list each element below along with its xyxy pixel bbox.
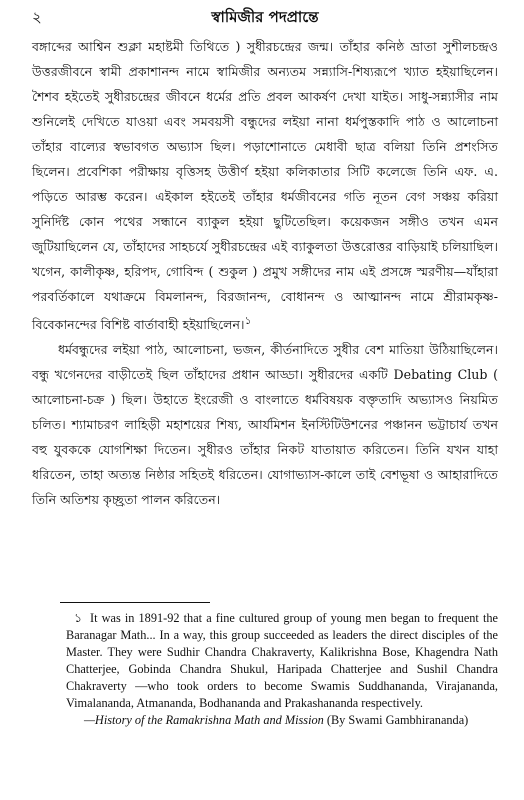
page-header: [32, 6, 498, 30]
footnote: [66, 610, 498, 729]
citation-title: —History of the Ramakrishna Math and Mission: [84, 713, 324, 727]
footnote-citation: [66, 712, 498, 729]
footnote-divider: [60, 602, 210, 603]
footnote-text: It was in 1891-92 that a fine cultured group of young men began to frequent the Baranagar Math... In a way, this group succeeded as leaders the direct disciples of the Master. They were Sudhir Chandra Chakraverty, Kalikrishna Bose, Khagendra Nath Chatterjee, Gobinda Chandra Shukul, Haripada Chatterjee and Sushil Chandra Chakraverty —who took orders to become Swamis Suddhananda, Virajananda, Vimalananda, Atmananda, Bodhananda and Prakashananda respectively.: [66, 611, 498, 710]
page-number: ২: [32, 8, 42, 26]
paragraph-text: ধর্মবন্ধুদের লইয়া পাঠ, আলোচনা, ভজন, কীর্তনাদিতে সুধীর বেশ মাতিয়া উঠিয়াছিলেন। বন্ধু খগেনদের বাড়ীতেই ছিল তাঁহাদের প্রধান আড্ডা। সুধীরদের একটি Debating Club ( আলোচনা-চক্র ) ছিল। উহাতে ইংরেজী ও বাংলাতে ধর্মবিষয়ক বক্তৃতাদি অভ্যাসও নিয়মিত চলিত। শ্যামাচরণ লাহিড়ী মহাশয়ের শিষ্য, আর্যমিশন ইনস্টিটিউশনের পঞ্চানন ভট্টাচার্য তখন বহু যুবককে যোগশিক্ষা দিতেন। সুধীরও তাঁহার নিকট যাতায়াত করিতেন। তিনি যখন যাহা ধরিতেন, তাহা অত্যন্ত নিষ্ঠার সহিতই ধরিতেন। যোগাভ্যাস-কালে তাই বেশভূষা ও আহারাদিতে তিনি অতিশয় কৃচ্ছ্রতা পালন করিতেন।: [32, 342, 498, 508]
body-text: [32, 34, 498, 512]
paragraph-text: বঙ্গাব্দের আশ্বিন শুক্লা মহাষ্টমী তিথিতে ) সুধীরচন্দ্রের জন্ম। তাঁহার কনিষ্ঠ ভ্রাতা সুশীলচন্দ্রও উত্তরজীবনে স্বামী প্রকাশানন্দ নামে স্বামিজীর অন্যতম সন্ন্যাসি-শিষ্যরূপে খ্যাত হইয়াছিলেন। শৈশব হইতেই সুধীরচন্দ্রের জীবনে ধর্মের প্রতি প্রবল আকর্ষণ দেখা যাইত। সাধু-সন্ন্যাসীর নাম শুনিলেই দেখিতে যাওয়া এবং সমবয়সী বন্ধুদের লইয়া নানা ধর্মপুস্তকাদি পাঠ ও আলোচনা তাঁহার বাল্যের স্বভাবগত অভ্যাস ছিল। পড়াশোনাতে মেধাবী ছাত্র বলিয়া তিনি প্রশংসিত ছিলেন। প্রবেশিকা পরীক্ষায় বৃত্তিসহ উত্তীর্ণ হইয়া কলিকাতার সিটি কলেজে তিনি এফ. এ. পড়িতে আরম্ভ করেন। এইকাল হইতেই তাঁহার ধর্মজীবনের গতি নূতন বেগ সঞ্চয় করিয়া সুনির্দিষ্ট কোন পথের সন্ধানে ব্যাকুল হইয়া ছুটিতেছিল। কয়েকজন সঙ্গীও তখন এমন জুটিয়াছিলেন যে, তাঁহাদের সাহচর্যে সুধীরচন্দ্রের এই ব্যাকুলতা উত্তরোত্তর বাড়িয়াই চলিয়াছিল। খগেন, কালীকৃষ্ণ, হরিপদ, গোবিন্দ ( শুকুল ) প্রমুখ সঙ্গীদের নাম এই প্রসঙ্গে স্মরণীয়—যাঁহারা পরবর্তিকালে যথাক্রমে বিমলানন্দ, বিরজানন্দ, বোধানন্দ ও আত্মানন্দ নামে শ্রীরামকৃষ্ণ-বিবেকানন্দের বিশিষ্ট বার্তাবাহী হইয়াছিলেন।: [32, 39, 498, 333]
footnote-reference: ১: [244, 315, 252, 327]
running-title: স্বামিজীর পদপ্রান্তে: [211, 8, 319, 26]
footnote-marker: ১: [74, 611, 82, 625]
paragraph: [32, 337, 498, 512]
citation-author: (By Swami Gambhirananda): [326, 713, 469, 727]
paragraph: [32, 34, 498, 337]
